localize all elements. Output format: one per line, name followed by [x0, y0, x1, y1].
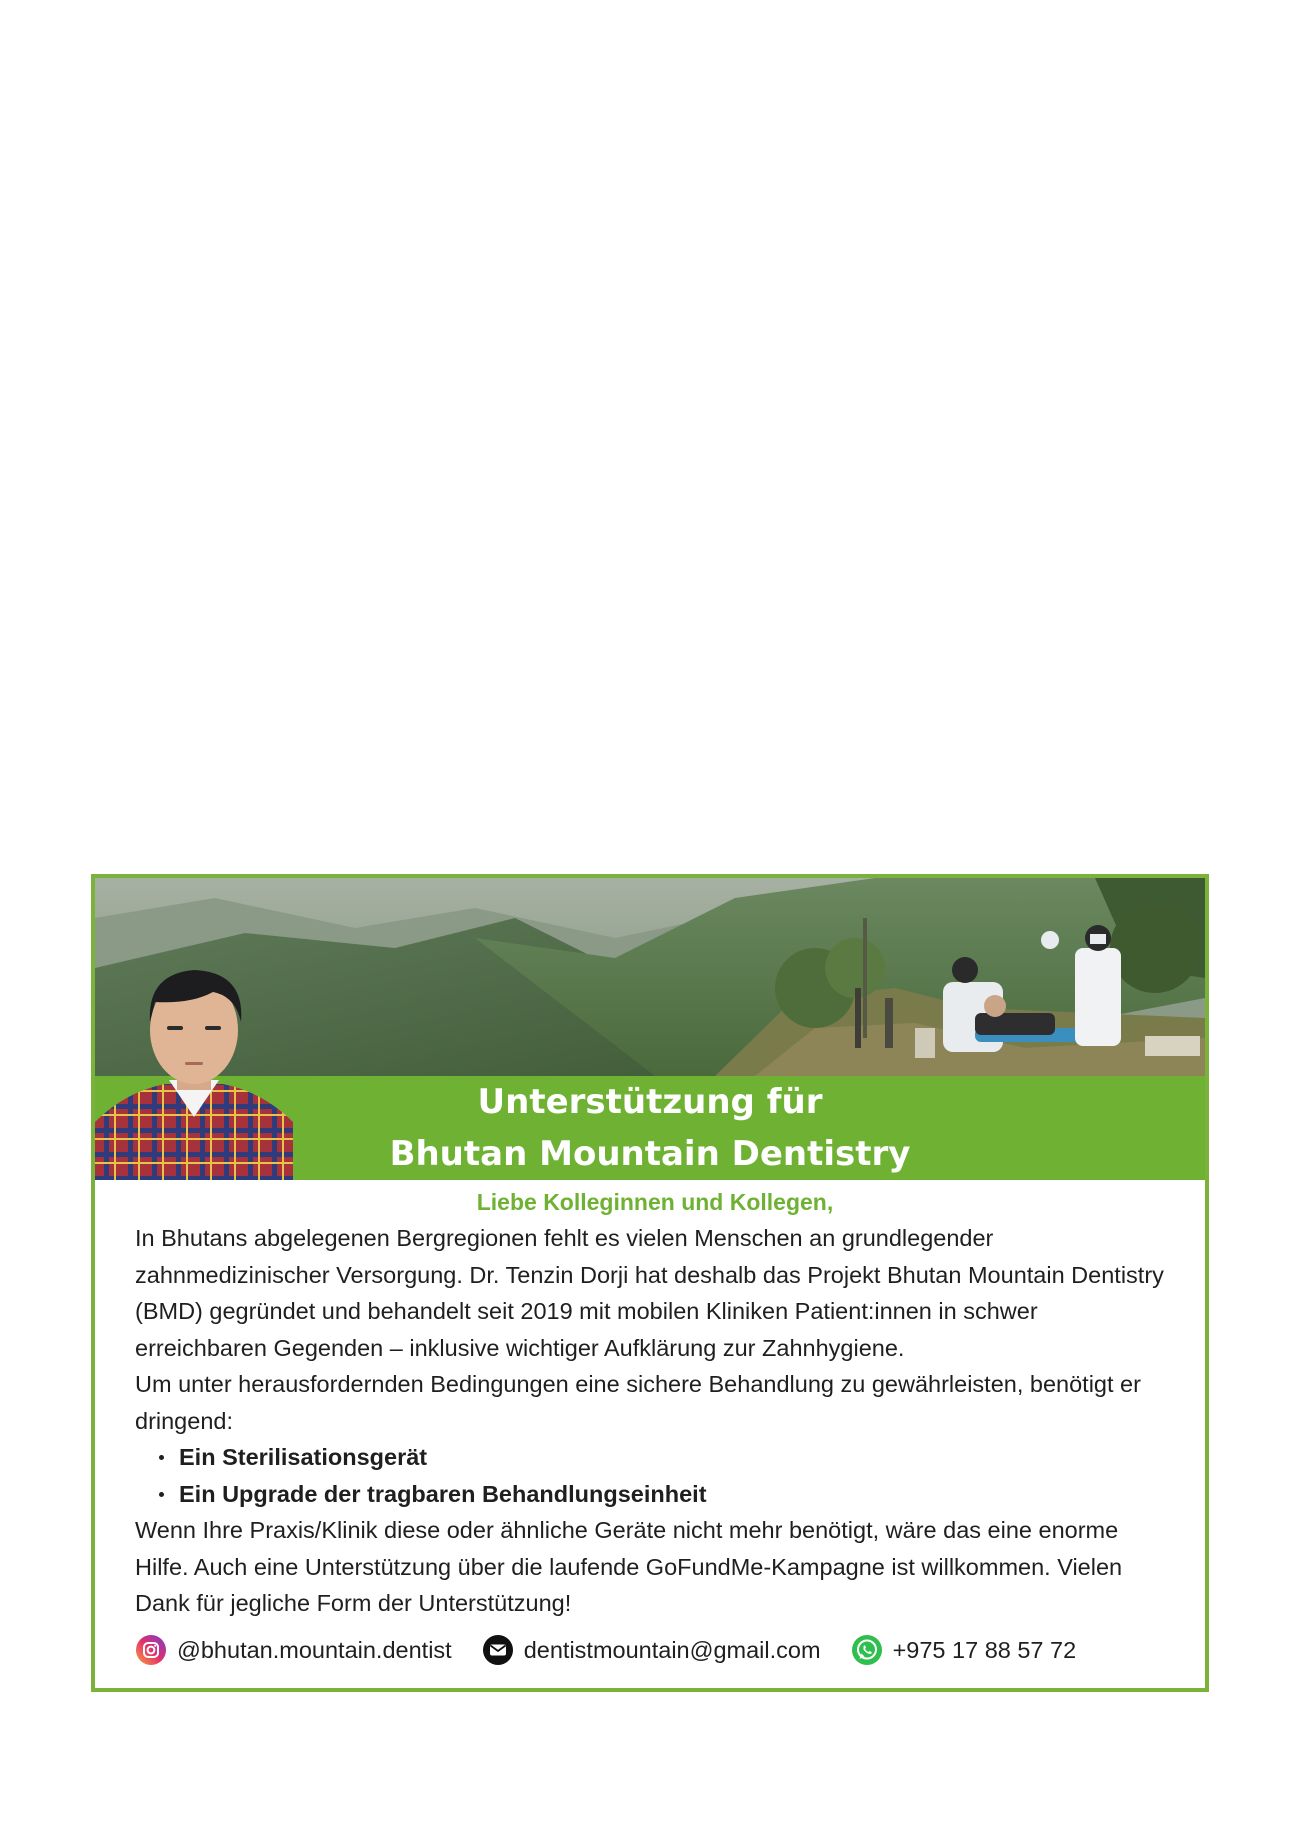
- list-item: Ein Sterilisationsgerät: [157, 1439, 1175, 1476]
- whatsapp-icon: [851, 1634, 883, 1666]
- instagram-icon: [135, 1634, 167, 1666]
- title-line-1: Unterstützung für: [477, 1082, 823, 1122]
- dentist-portrait-photo: [95, 952, 293, 1180]
- phone-number: +975 17 88 57 72: [892, 1636, 1077, 1663]
- instagram-contact[interactable]: [135, 1634, 452, 1666]
- email-contact[interactable]: [482, 1634, 821, 1666]
- list-item: Ein Upgrade der tragbaren Behandlungseinheit: [157, 1476, 1175, 1513]
- email-icon: [482, 1634, 514, 1666]
- whatsapp-contact[interactable]: [851, 1634, 1077, 1666]
- closing-paragraph: Wenn Ihre Praxis/Klinik diese oder ähnliche Geräte nicht mehr benötigt, wäre das eine enorme Hilfe. Auch eine Unterstützung über die laufende GoFundMe-Kampagne ist willkommen. Vielen Dank für jegliche Form der Unterstützung!: [135, 1517, 1123, 1616]
- email-address: dentistmountain@gmail.com: [523, 1636, 821, 1663]
- title-line-2: Bhutan Mountain Dentistry: [389, 1134, 911, 1174]
- needs-list: [135, 1439, 1175, 1512]
- letter-body: [135, 1184, 1175, 1622]
- portrait-image: [95, 952, 293, 1180]
- greeting: Liebe Kolleginnen und Kollegen,: [476, 1189, 834, 1215]
- instagram-handle: @bhutan.mountain.dentist: [177, 1636, 452, 1663]
- contact-row: [135, 1630, 1185, 1670]
- need-intro: Um unter herausfordernden Bedingungen eine sichere Behandlung zu gewährleisten, benötigt er dringend:: [135, 1371, 1141, 1434]
- intro-paragraph: In Bhutans abgelegenen Bergregionen fehlt es vielen Menschen an grundlegender zahnmedizinischer Versorgung. Dr. Tenzin Dorji hat deshalb das Projekt Bhutan Mountain Dentistry (BMD) gegründet und behandelt seit 2019 mit mobilen Kliniken Patient:innen in schwer erreichbaren Gegenden – inklusive wichtiger Aufklärung zur Zahnhygiene.: [135, 1225, 1164, 1361]
- flyer-card: [91, 874, 1209, 1692]
